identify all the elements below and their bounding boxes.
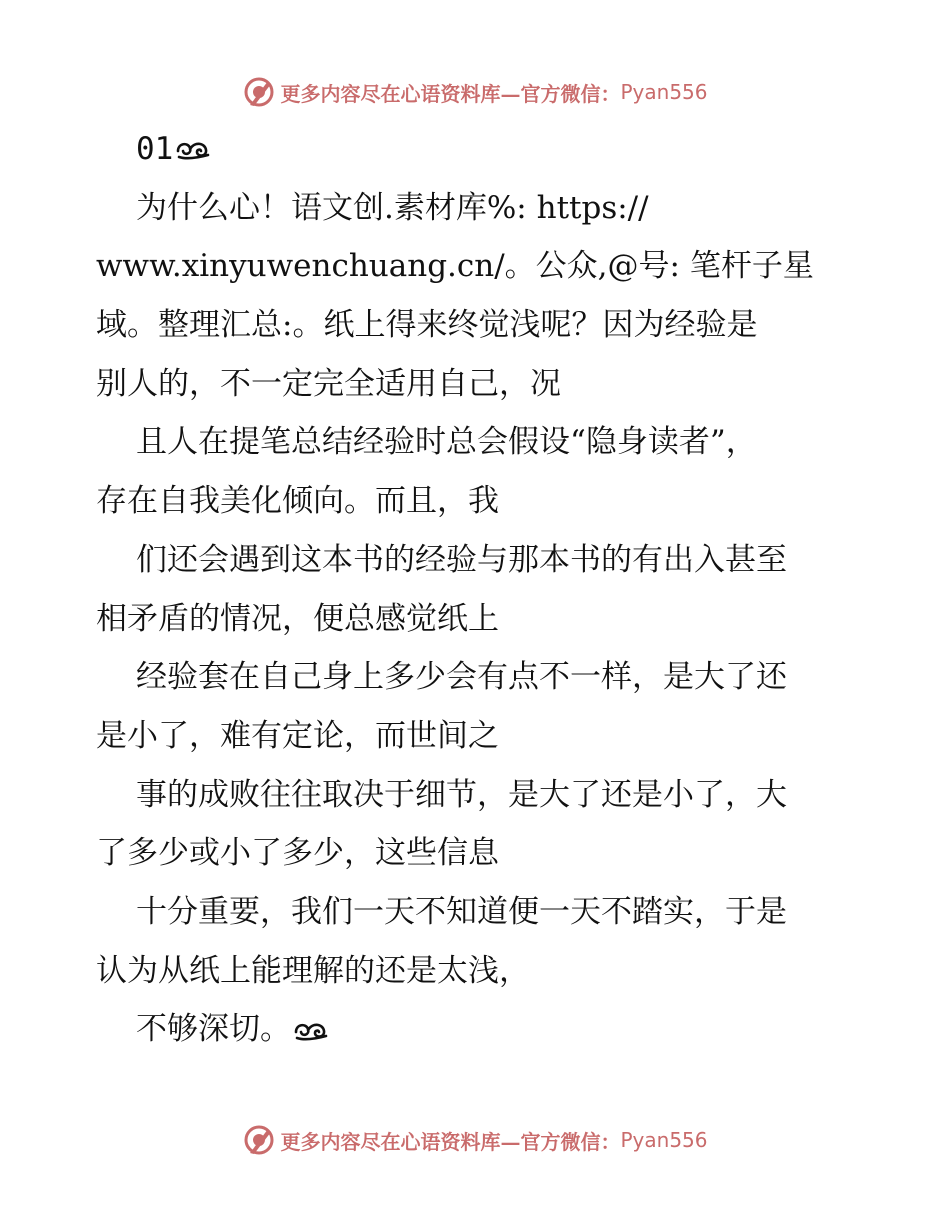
- text-line: 们还会遇到这本书的经验与那本书的有出入甚至: [136, 541, 787, 578]
- section-number: 01: [136, 131, 174, 167]
- text-line: 十分重要，我们一天不知道便一天不踏实，于是: [136, 893, 787, 930]
- text-line: 域。整理汇总:。纸上得来终觉浅呢？因为经验是: [96, 307, 758, 344]
- text-line: 认为从纸上能理解的还是太浅，: [96, 952, 530, 989]
- text-line: 经验套在自己身上多少会有点不一样，是大了还: [136, 659, 787, 696]
- footer-banner-text: 更多内容尽在心语资料库—官方微信：: [280, 1129, 621, 1154]
- text-line: 是小了，难有定论，而世间之: [96, 717, 499, 754]
- text-line: 别人的，不一定完全适用自己，况: [96, 365, 561, 402]
- text-line: 存在自我美化倾向。而且，我: [96, 483, 499, 520]
- text-line: 事的成败往往取决于细节，是大了还是小了，大: [136, 776, 787, 813]
- swirl-ornament-icon: [293, 1018, 329, 1042]
- header-banner-text: 更多内容尽在心语资料库—官方微信：: [280, 81, 621, 106]
- text-line: 相矛盾的情况，便总感觉纸上: [96, 600, 499, 637]
- text-line: 且人在提笔总结经验时总会假设“隐身读者”，: [136, 424, 757, 461]
- closing-text: 不够深切。: [136, 1011, 291, 1048]
- text-line: [96, 1000, 856, 1059]
- document-body: [96, 120, 856, 1059]
- header-banner-id: Pyan556: [620, 80, 708, 104]
- text-line: www.xinyuwenchuang.cn/。公众,@号: 笔杆子星: [96, 248, 814, 285]
- quill-logo-icon: [242, 1123, 276, 1157]
- footer-banner: [0, 1120, 950, 1160]
- header-banner: [0, 72, 950, 112]
- text-line: 为什么心！语文创.素材库%: https://: [136, 189, 649, 226]
- text-line: [96, 120, 856, 179]
- text-line: 了多少或小了多少，这些信息: [96, 835, 499, 872]
- swirl-ornament-icon: [175, 137, 211, 161]
- quill-logo-icon: [242, 75, 276, 109]
- footer-banner-id: Pyan556: [620, 1128, 708, 1152]
